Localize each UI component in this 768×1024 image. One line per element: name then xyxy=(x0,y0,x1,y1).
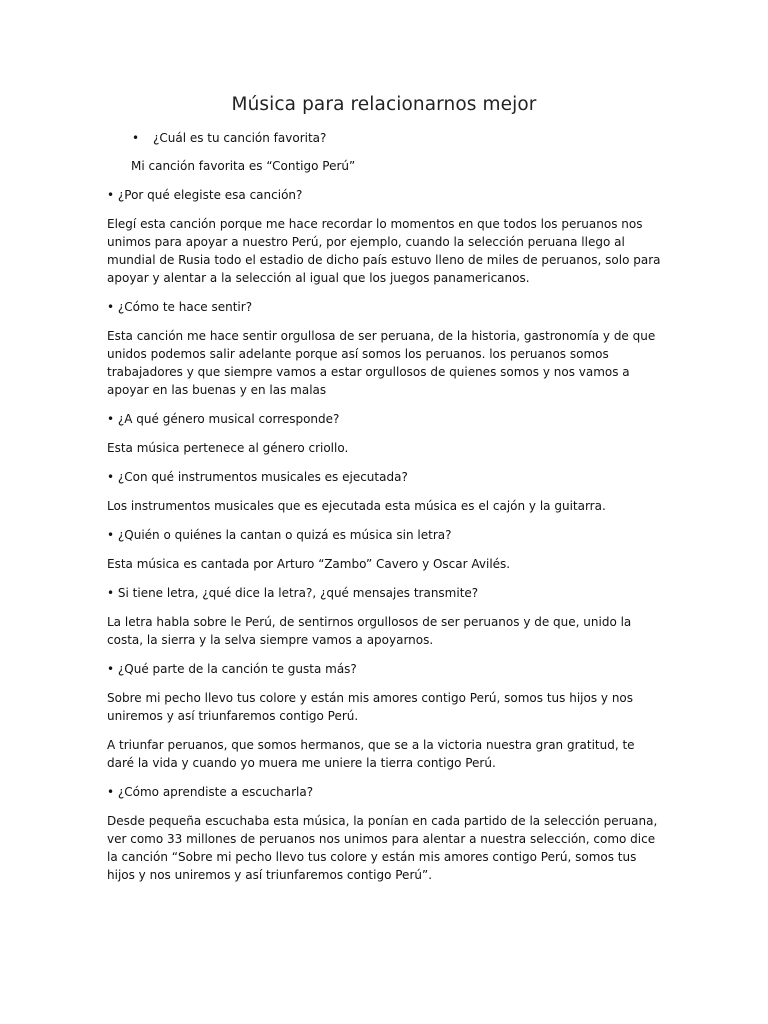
answer-paragraph: Elegí esta canción porque me hace recordar lo momentos en que todos los peruanos nos unimos para apoyar a nuestro Perú, por ejemplo, cuando la selección peruana llego al mundial de Rusia todo el estadio de dicho país estuvo lleno de miles de peruanos, solo para apoyar y alentar a la selección al igual que los juegos panamericanos. xyxy=(107,217,661,285)
question-paragraph: • ¿Cómo aprendiste a escucharla? xyxy=(107,785,314,799)
question-paragraph: • ¿Qué parte de la canción te gusta más? xyxy=(107,662,357,676)
answer-paragraph: Esta música es cantada por Arturo “Zambo” Cavero y Oscar Avilés. xyxy=(107,557,511,571)
question-paragraph: • ¿Quién o quiénes la cantan o quizá es música sin letra? xyxy=(107,528,452,542)
document-body xyxy=(107,129,662,895)
answer-paragraph: Esta música pertenece al género criollo. xyxy=(107,441,349,455)
answer-paragraph: Sobre mi pecho llevo tus colore y están mis amores contigo Perú, somos tus hijos y nos uniremos y así triunfaremos contigo Perú. xyxy=(107,691,634,723)
question-paragraph: • ¿Con qué instrumentos musicales es ejecutada? xyxy=(107,470,408,484)
answer-paragraph: Los instrumentos musicales que es ejecutada esta música es el cajón y la guitarra. xyxy=(107,499,606,513)
answer-paragraph: Mi canción favorita es “Contigo Perú” xyxy=(131,159,356,173)
question-text: ¿Cuál es tu canción favorita? xyxy=(153,131,327,145)
answer-paragraph: La letra habla sobre le Perú, de sentirnos orgullosos de ser peruanos y de que, unido la costa, la sierra y la selva siempre vamos a apoyarnos. xyxy=(107,615,632,647)
question-paragraph: • ¿Por qué elegiste esa canción? xyxy=(107,188,303,202)
bullet-marker: • xyxy=(132,131,140,145)
question-paragraph: • ¿A qué género musical corresponde? xyxy=(107,412,340,426)
answer-paragraph: Desde pequeña escuchaba esta música, la ponían en cada partido de la selección peruana, ver como 33 millones de peruanos nos unimos para alentar a nuestra selección, como dice la canción “Sobre mi pecho llevo tus colore y están mis amores contigo Perú, somos tus hijos y nos uniremos y así triunfaremos contigo Perú”. xyxy=(107,814,658,882)
first-question xyxy=(107,129,662,147)
question-paragraph: • Si tiene letra, ¿qué dice la letra?, ¿qué mensajes transmite? xyxy=(107,586,479,600)
question-paragraph: • ¿Cómo te hace sentir? xyxy=(107,300,253,314)
answer-paragraph: Esta canción me hace sentir orgullosa de ser peruana, de la historia, gastronomía y de que unidos podemos salir adelante porque así somos los peruanos. los peruanos somos trabajadores y que siempre vamos a estar orgullosos de quienes somos y nos vamos a apoyar en las buenas y en las malas xyxy=(107,329,656,397)
document-title: Música para relacionarnos mejor xyxy=(231,94,537,115)
answer-paragraph: A triunfar peruanos, que somos hermanos, que se a la victoria nuestra gran gratitud, te daré la vida y cuando yo muera me uniere la tierra contigo Perú. xyxy=(107,738,635,770)
